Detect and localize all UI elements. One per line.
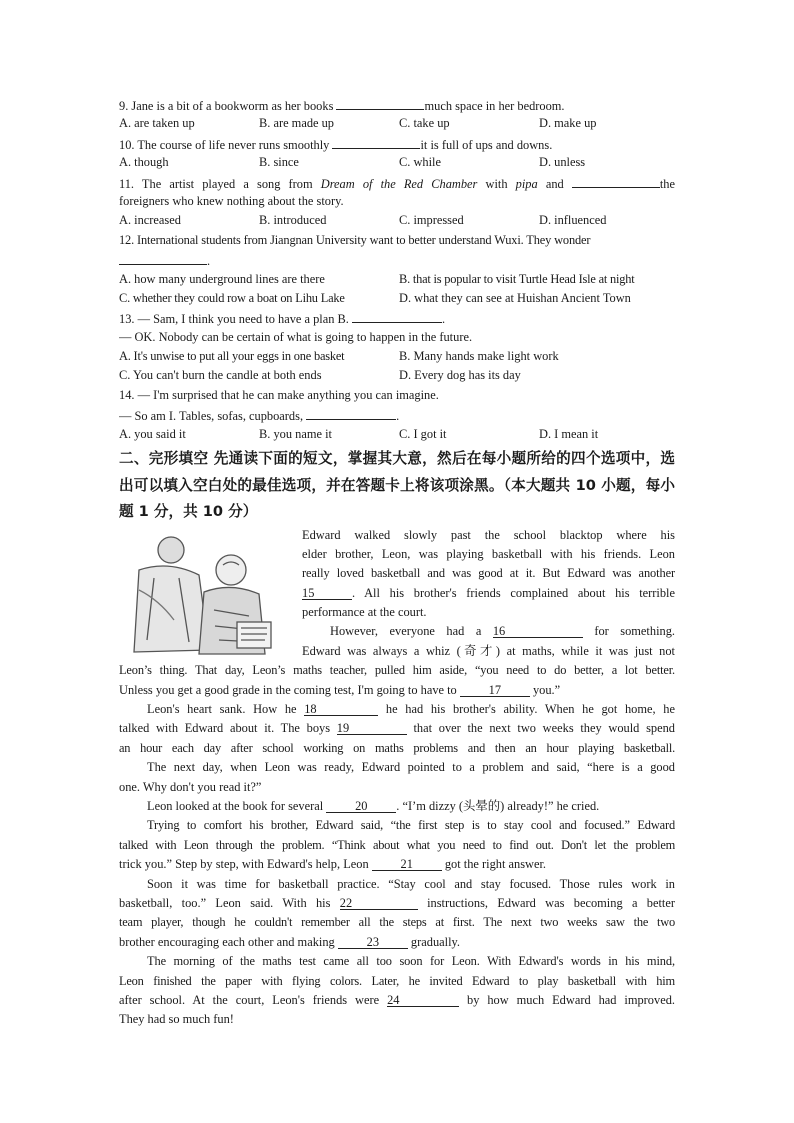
q14-reply: — So am I. Tables, sofas, cupboards, .	[119, 405, 675, 424]
q14-blank	[306, 405, 396, 420]
q12-options-row1	[119, 270, 675, 289]
q13-option-c: C. You can't burn the candle at both ends	[119, 368, 322, 383]
q14-stem: 14. — I'm surprised that he can make anything you can imagine.	[119, 387, 439, 402]
q10-option-d: D. unless	[539, 155, 586, 170]
p1-line2: elder brother, Leon, was playing basketball with his friends. Leon	[302, 546, 675, 561]
q11-stem-d: the	[659, 176, 675, 191]
blank-17: 17	[460, 682, 530, 697]
q10-stem-a: 10. The course of life never runs smoothly	[119, 137, 333, 152]
p6-line3-a: trick you.” Step by step, with Edward's help, Leon	[119, 857, 372, 872]
q12-option-d: D. what they can see at Huishan Ancient Town	[399, 290, 631, 305]
q13-blank	[352, 308, 442, 323]
p2-line4-a: Unless you get a good grade in the coming test, I'm going to have to	[119, 682, 460, 697]
q13-reply: — OK. Nobody can be certain of what is going to happen in the future.	[119, 329, 473, 344]
q11-stem-c: and	[537, 176, 572, 191]
blank-16: 16	[493, 623, 583, 638]
p7-line4	[119, 933, 675, 952]
blank-18: 18	[304, 701, 378, 716]
p6-line1: Trying to comfort his brother, Edward said, “the first step is to stay cool and focused.” Edward	[147, 818, 675, 833]
p6-line3-b: got the right answer.	[441, 857, 547, 872]
q14-option-c: C. I got it	[399, 426, 447, 441]
blank-19: 19	[337, 720, 407, 735]
p3-line2-b: that over the next two weeks they would spend	[406, 721, 675, 736]
section2-heading: 二、完形填空 先通读下面的短文，掌握其大意，然后在每小题所给的四个选项中，选出可以填入空白处的最佳选项，并在答题卡上将该项涂黑。（本大题共 10 小题，每小题 1 分，共 10 分）	[119, 450, 675, 521]
p3-line1-b: he had his brother's ability. When he got home, he	[378, 702, 675, 717]
q11-blank	[572, 173, 660, 188]
q12-option-a: A. how many underground lines are there	[119, 271, 325, 286]
q9-option-b: B. are made up	[259, 116, 335, 131]
p8-line3	[119, 991, 675, 1010]
q13-options-row1	[119, 347, 675, 366]
q11-stem-a: 11. The artist played a song from	[119, 176, 321, 191]
blank-15: 15	[302, 585, 352, 600]
q9-blank	[336, 95, 424, 110]
q13-stem: 13. — Sam, I think you need to have a plan B. .	[119, 308, 675, 327]
q14-option-d: D. I mean it	[539, 426, 599, 441]
p2-line1	[302, 622, 675, 641]
p7-line2-a: basketball, too.” Leon said. With his	[119, 895, 340, 910]
p2-line4-b: you.”	[529, 682, 561, 697]
q10-stem-b: it is full of ups and downs.	[420, 137, 553, 152]
p3-line1-a: Leon's heart sank. How he	[147, 702, 305, 717]
p8-line2: Leon finished the paper with flying colors. Later, he invited Edward to play basketball with him	[119, 973, 675, 988]
q14-option-a: A. you said it	[119, 426, 186, 441]
q13-stem-text: 13. — Sam, I think you need to have a plan B.	[119, 312, 352, 327]
q11-option-a: A. increased	[119, 213, 181, 228]
p1-line5: performance at the court.	[302, 605, 427, 620]
q12-blank-line: .	[119, 250, 675, 269]
p6-line3	[119, 855, 675, 874]
p2-line1-b: for something.	[582, 624, 675, 639]
p4-line1: The next day, when Leon was ready, Edward pointed to a problem and said, “here is a good	[147, 760, 675, 775]
p5-line1-a: Leon looked at the book for several	[147, 799, 327, 813]
p2-line2: Edward was always a whiz (奇才) at maths, while it was just not	[302, 643, 675, 658]
q9-stem-a: 9. Jane is a bit of a bookworm as her books	[119, 99, 337, 113]
p8-line3-a: after school. At the court, Leon's friends were	[119, 992, 388, 1007]
q11-stem-line2: foreigners who knew nothing about the story.	[119, 193, 344, 208]
q12-blank	[119, 250, 207, 265]
q10-option-b: B. since	[259, 155, 299, 170]
q9-stem	[119, 95, 675, 114]
q11-option-c: C. impressed	[399, 213, 464, 228]
q10-blank	[332, 134, 420, 149]
blank-24: 24	[387, 992, 459, 1007]
q9-stem-b: much space in her bedroom.	[424, 99, 565, 113]
q10-options	[119, 153, 675, 172]
q13-option-d: D. Every dog has its day	[399, 368, 521, 383]
p7-line2	[119, 894, 675, 913]
p1-line3: really loved basketball and was good at it. But Edward was another	[302, 566, 675, 581]
p7-line2-b: instructions, Edward was becoming a better	[417, 895, 675, 910]
p1-line4	[302, 584, 675, 603]
p1-line4-text: . All his brother's friends complained about his terrible	[352, 585, 675, 600]
q9-option-a: A. are taken up	[119, 116, 195, 131]
q10-stem	[119, 134, 675, 153]
p2-line4	[119, 681, 675, 700]
passage-p1-block	[119, 526, 675, 662]
blank-22: 22	[340, 895, 418, 910]
blank-23: 23	[338, 934, 408, 949]
q10-option-a: A. though	[119, 155, 169, 170]
p2-line3: Leon’s thing. That day, Leon’s maths teacher, pulled him aside, “you need to do better, a lot better.	[119, 663, 675, 678]
q14-option-b: B. you name it	[259, 426, 332, 441]
q14-options	[119, 425, 675, 444]
p3-line2-a: talked with Edward about it. The boys	[119, 721, 337, 736]
q11-option-d: D. influenced	[539, 213, 607, 228]
p4-line2: one. Why don't you read it?”	[119, 779, 262, 794]
q11-option-b: B. introduced	[259, 213, 327, 228]
q13-option-b: B. Many hands make light work	[399, 349, 559, 364]
blank-21: 21	[372, 856, 442, 871]
p3-line1	[119, 700, 675, 719]
p7-line1: Soon it was time for basketball practice. “Stay cool and stay focused. Those rules work in	[147, 876, 675, 891]
q12-stem: 12. International students from Jiangnan University want to better understand Wuxi. They wonder	[119, 232, 591, 247]
q10-option-c: C. while	[399, 155, 441, 170]
p7-line4-a: brother encouraging each other and making	[119, 934, 338, 949]
p1-line1: Edward walked slowly past the school blacktop where his	[302, 527, 675, 542]
p6-line2: talked with Leon through the problem. “Think about what you need to find out. Don't let the problem	[119, 837, 675, 852]
p8-line3-b: by how much Edward had improved.	[459, 992, 675, 1007]
q11-stem-b: with	[477, 176, 516, 191]
q14-reply-text: — So am I. Tables, sofas, cupboards,	[119, 409, 307, 424]
brothers-illustration	[119, 530, 291, 658]
p8-line1: The morning of the maths test came all too soon for Leon. With Edward's words in his mind,	[147, 954, 675, 969]
p2-line1-a: However, everyone had a	[330, 624, 493, 639]
q11-book-title: Dream of the Red Chamber	[320, 176, 478, 191]
q12-options-row2	[119, 289, 675, 308]
blank-20: 20	[326, 798, 396, 813]
q11-options	[119, 211, 675, 230]
p5-line1	[119, 797, 675, 816]
q13-options-row2	[119, 366, 675, 385]
p7-line4-b: gradually.	[407, 934, 461, 949]
p3-line3: an hour each day after school working on maths problems and then an hour playing basketball.	[119, 740, 675, 755]
q11-instrument: pipa	[515, 176, 538, 191]
q9-options	[119, 114, 675, 133]
q9-option-c: C. take up	[399, 116, 450, 131]
p7-line3: team player, though he couldn't remember all the steps at first. The next two weeks saw the two	[119, 915, 675, 930]
content	[119, 95, 675, 1030]
p3-line2	[119, 719, 675, 738]
q9-option-d: D. make up	[539, 116, 597, 131]
p5-line1-b: . “I’m dizzy (头晕的) already!” he cried.	[396, 799, 600, 813]
q11-stem	[119, 173, 675, 192]
q12-option-b: B. that is popular to visit Turtle Head Isle at night	[399, 271, 635, 286]
q12-option-c: C. whether they could row a boat on Lihu Lake	[119, 290, 345, 305]
q13-option-a: A. It's unwise to put all your eggs in one basket	[119, 349, 345, 364]
p8-line4: They had so much fun!	[119, 1012, 234, 1027]
